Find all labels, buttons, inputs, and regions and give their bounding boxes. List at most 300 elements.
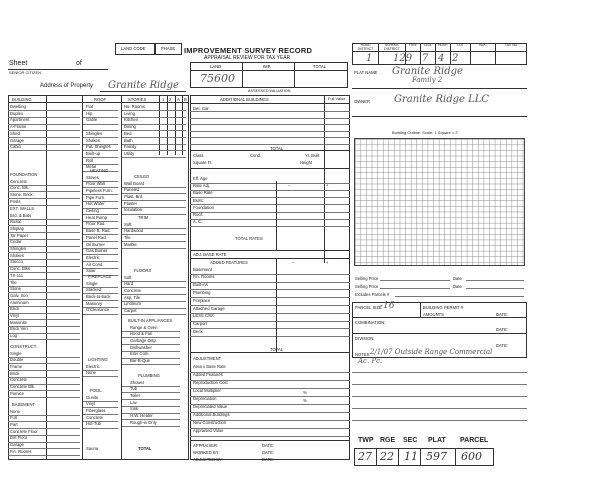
roof-head: ROOF — [94, 97, 107, 102]
building-item-3: A-Frame — [10, 124, 27, 130]
notes-label: NOTES: — [355, 352, 371, 357]
construct-item-1: Double — [10, 357, 24, 363]
depreciation-percent: % — [303, 398, 307, 403]
rate-row-rule-2 — [190, 197, 350, 198]
plat-name-value-1: Granite Ridge — [392, 66, 463, 77]
plumbing-item-6: Rough-in Only — [130, 419, 157, 425]
roof-item-8: Roll — [86, 157, 94, 163]
built-in-item-2: Garbage Disp. — [130, 337, 157, 343]
adjustment-row-rule-8 — [190, 436, 350, 437]
floors-item-1: Hard — [124, 281, 134, 287]
district-divider-3 — [420, 43, 421, 65]
ext-walls-item-14: Brick — [10, 306, 20, 312]
notes-line-5 — [352, 420, 527, 421]
heating-head: HEATING — [90, 168, 109, 173]
location-col-4 — [455, 448, 456, 466]
basement-item-3: Concrete Floor — [10, 428, 38, 434]
address-line — [100, 91, 186, 92]
additional-row-rule-3 — [190, 131, 350, 132]
owner-label: OWNER — [354, 99, 371, 104]
additional-row-rule-2 — [190, 124, 350, 125]
floors-item-rule-5 — [122, 314, 186, 315]
form-title: IMPROVEMENT SURVEY RECORD — [184, 46, 313, 55]
built-in-item-3: Dishwasher — [130, 344, 152, 350]
division-label: DIVISION: — [355, 336, 375, 341]
trim-item-rule-1 — [122, 234, 186, 235]
fireplace-head: FIREPLACE — [88, 274, 112, 279]
building-item-6: Cabin — [10, 144, 21, 150]
rate-divider — [276, 181, 277, 251]
basement-head: BASEMENT — [12, 402, 36, 407]
built-in-item-1: Hood & Fan — [130, 331, 153, 337]
building-item-1: Duplex — [10, 110, 24, 116]
selling-price-2-line — [380, 288, 450, 289]
ext-walls-item-7: Stucco — [10, 259, 23, 265]
roof-item-4: Shingles — [86, 130, 103, 136]
fireplace-item-0: Single — [86, 280, 98, 286]
worked-by-label: WORKED BY: — [193, 450, 220, 455]
lighting-item-rule-1 — [83, 376, 118, 377]
fireplace-item-1: Stacked — [86, 287, 102, 293]
notes-value-2: Ac. Pc. — [358, 357, 383, 365]
selling-date-2-line — [466, 288, 524, 289]
district-divider-5 — [450, 43, 451, 65]
pool-item-1: Vinyl — [86, 401, 96, 407]
feature-row-4: Fireplace — [193, 297, 211, 303]
stories-col-4 — [182, 95, 183, 155]
sauna-label: Sauna — [86, 446, 99, 451]
heating-item-3: Pipe Furn. — [86, 194, 106, 200]
foundation-head: FOUNDATION — [10, 172, 38, 177]
land-code-label: LAND CODE — [121, 46, 146, 51]
plumbing-item-3: Lav. — [130, 399, 138, 405]
imp-label: IMP. — [263, 64, 272, 69]
lighting-item-0: Electric — [86, 363, 100, 369]
amounts-label: AMOUNTS — [423, 312, 444, 317]
roof-item-6: Pat. Shingles — [86, 144, 111, 150]
ext-walls-item-rule-17 — [8, 333, 80, 334]
feature-row-0: Basement — [193, 266, 212, 272]
ext-walls-item-12: Galv. Iron — [10, 292, 28, 298]
adjustment-row-5: Depreciated Value — [193, 404, 228, 409]
address-label: Address of Property — [40, 83, 94, 89]
roof-item-5: Shakes — [86, 137, 100, 143]
heating-item-6: Heat Pump — [86, 214, 107, 220]
heating-item-4: Hot Water — [86, 201, 105, 207]
ext-walls-item-8: Conc. Blks. — [10, 266, 32, 272]
foundation-item-2: Stone, Brick — [10, 191, 33, 197]
plumbing-item-rule-6 — [122, 426, 180, 427]
stories-item-0: No. Rooms — [124, 104, 145, 109]
includes-parcels-label: Includes Parcels # — [355, 292, 390, 297]
built-in-item-0: Range & Oven — [130, 324, 158, 330]
district-col-4: HOSP. — [437, 43, 449, 47]
building-item-4: Shed — [10, 130, 20, 136]
district-col-0: ROAD DISTRICT — [357, 43, 374, 51]
roof-item-rule-2 — [83, 124, 118, 125]
feature-row-1: Fin. Rooms — [193, 274, 215, 280]
land-label: LAND — [210, 64, 222, 69]
heating-item-5: Ceiling — [86, 208, 99, 213]
rate-row-rule-5 — [190, 219, 350, 220]
valuation-divider — [190, 70, 348, 71]
construct-item-3: Brick — [10, 370, 20, 376]
plus-label: + — [326, 183, 329, 188]
parcel-divider — [420, 302, 421, 317]
heating-item-7: Floor Rad. — [86, 221, 106, 227]
stories-item-7: Utility — [124, 150, 135, 156]
twp-value: 27 — [358, 450, 372, 463]
plumbing-head: PLUMBING — [138, 373, 160, 378]
land-value: 75600 — [200, 72, 235, 85]
stories-col-a-label: A — [177, 97, 180, 102]
mid-total-label: TOTAL — [270, 347, 284, 352]
ext-walls-item-10: Tile — [10, 279, 17, 285]
roof-item-9: Metal — [86, 164, 97, 170]
building-head: BUILDING — [12, 97, 32, 102]
construct-item-0: Single — [10, 350, 22, 356]
district-divider-6 — [470, 43, 471, 65]
ext-walls-item-17: Brick Ven. — [10, 326, 29, 332]
minus-label: − — [288, 183, 291, 188]
ext-walls-item-9: TX-111 — [10, 272, 24, 278]
mid-total-rule — [190, 352, 350, 353]
basement-item-rule-6 — [8, 455, 80, 456]
parcel-size-label: PARCEL SIZE — [355, 305, 382, 310]
stories-col-1-label: 1 — [162, 97, 165, 102]
selling-price-1-line — [380, 280, 450, 281]
district-divider-7 — [495, 43, 496, 65]
trim-item-rule-3 — [122, 248, 186, 249]
additional-total-label: TOTAL — [270, 146, 284, 151]
basement-item-6: Fin. Rooms — [10, 448, 32, 454]
heating-item-9: Panel Rad. — [86, 234, 107, 240]
includes-parcels-line — [395, 296, 524, 297]
trim-item-1: Hardwood — [124, 228, 144, 234]
roof-item-0: Flat — [86, 104, 93, 109]
selling-date-1-label: Date — [453, 276, 462, 281]
stories-item-3: Dining — [124, 124, 136, 130]
feature-row-rule-8 — [190, 336, 350, 337]
appraiser-date-label: DATE: — [262, 443, 275, 448]
feature-divider — [276, 258, 277, 352]
basement-item-5: Garage — [10, 442, 24, 447]
district-divider-4 — [435, 43, 436, 65]
rate-row-rule-6 — [190, 226, 350, 227]
location-col-2 — [398, 448, 399, 466]
added-features-rule — [190, 258, 350, 259]
trim-item-2: Tile — [124, 234, 131, 240]
construct-head: CONSTRUCT. — [10, 344, 37, 349]
stories-item-5: Bath — [124, 137, 133, 143]
additional-head: ADDITIONAL BUILDINGS — [220, 97, 269, 102]
feature-row-rule-1 — [190, 282, 350, 283]
building-item-rule-6 — [8, 150, 80, 151]
stories-col-2-label: 2 — [169, 97, 172, 102]
rate-row-rule-4 — [190, 212, 350, 213]
heating-item-14: Solar — [86, 268, 96, 274]
ext-walls-item-3: Tar Paper — [10, 232, 29, 238]
basement-item-4: Dirt Floor — [10, 435, 28, 441]
plat-name-value-2: Family 2 — [412, 76, 443, 84]
adjustment-row-1: Added Features — [193, 372, 223, 377]
yr-built-label: Yr. Built — [305, 153, 320, 158]
features-minus-label: − — [292, 260, 295, 265]
cem-value: 4 — [438, 53, 445, 64]
construct-item-5: Concrete Blk. — [10, 384, 36, 389]
ext-walls-head: EXT. WALLS — [10, 206, 35, 211]
plat-value: 597 — [426, 450, 447, 463]
adjustment-row-3: Local Multiplier — [193, 388, 221, 393]
plumbing-item-2: Toilet — [130, 392, 140, 398]
fireplace-item-3: Masonry — [86, 300, 103, 306]
feature-row-7: Carport — [193, 321, 207, 327]
fireplace-item-4: O'Clearance — [86, 307, 110, 313]
adjustment-row-2: Reproduction Cost — [193, 380, 228, 385]
lighting-item-1: None — [86, 370, 97, 376]
parcel-label: PARCEL — [460, 437, 489, 444]
stories-item-1: Living — [124, 110, 135, 116]
plat-label: PLAT — [428, 437, 446, 444]
address-value: Granite Ridge — [108, 80, 179, 91]
rge-label: RGE — [380, 437, 396, 444]
ext-walls-item-15: Vinyl — [10, 313, 20, 318]
built-in-head: BUILT-IN APPLIANCES — [128, 318, 173, 323]
valuation-col-2 — [294, 62, 295, 88]
rate-row-rule-3 — [190, 204, 350, 205]
district-col-1: SCHOOL DISTRICT — [384, 43, 400, 51]
building-item-5: Garage — [10, 137, 24, 143]
adjustment-row-4: Depreciation — [193, 396, 217, 401]
built-in-item-5: Bar-B-Que — [130, 358, 151, 363]
notes-line-2 — [352, 384, 527, 385]
basement-item-2: Part — [10, 421, 18, 427]
feature-row-rule-2 — [190, 289, 350, 290]
plumbing-item-4: Sink — [130, 406, 139, 412]
trim-item-0: Soft — [124, 221, 132, 227]
adjustment-row-6: Additional Buildings — [193, 412, 230, 417]
stories-item-rule-3 — [122, 130, 186, 131]
notes-line-1 — [352, 372, 527, 373]
stories-col-3 — [175, 95, 176, 155]
stories-item-2: Kitchen — [124, 117, 138, 123]
building-permit-label: BUILDING PERMIT # — [423, 305, 464, 310]
basement-item-rule-1 — [8, 421, 80, 422]
heating-item-11: Gas Burner — [86, 248, 108, 254]
rate-row-rule-1 — [190, 190, 350, 191]
built-in-item-rule-5 — [122, 364, 180, 365]
construct-item-6: Pumice — [10, 390, 24, 396]
heating-item-13: Air Cond. — [86, 261, 104, 267]
selling-date-1-line — [466, 280, 524, 281]
ceiled-item-3: Plaster — [124, 200, 138, 206]
appraiser-rule — [190, 440, 350, 441]
floors-head: FLOORS — [134, 268, 152, 273]
notes-value: 2/1/07 Outside Range Commercial — [370, 348, 493, 356]
heating-item-2: Pipeless Furn. — [86, 187, 113, 193]
plumbing-item-5: H.W. Heater — [130, 413, 153, 418]
construct-item-4: Concrete — [10, 377, 27, 383]
ext-walls-item-11: Stone — [10, 286, 21, 292]
ext-walls-item-6: Shakes — [10, 252, 24, 258]
rate-row-4: Foundation — [193, 204, 214, 210]
construct-item-2: Frame — [10, 363, 23, 369]
foundation-item-1: Conc. Blk. — [10, 185, 30, 191]
stories-col-1 — [159, 95, 160, 155]
assessed-valuation-label: ASSESSED VALUATION — [248, 89, 291, 93]
rate-row-5: Roof: — [193, 212, 204, 217]
additional-row-rule-1 — [190, 118, 350, 119]
appraiser-label: APPRAISER: — [193, 443, 219, 448]
sheet-of-label: of — [76, 60, 82, 67]
trim-item-3: Marble — [124, 241, 137, 247]
division-rule — [352, 333, 527, 334]
building-item-2: Apartment — [10, 117, 30, 123]
floors-item-4: Linoleum — [124, 301, 141, 307]
division-date-label: DATE: — [496, 343, 509, 348]
full-value-label: Full Value — [328, 96, 346, 101]
ext-walls-item-rule-18 — [8, 339, 80, 340]
stories-item-rule-7 — [122, 157, 186, 158]
selling-date-2-label: Date — [453, 284, 462, 289]
district-col-3: CEM. — [423, 43, 433, 47]
ext-walls-item-16: Masonite — [10, 319, 27, 325]
building-outline-label: Building Outline: Scale: 1 Square = 2' — [392, 130, 459, 135]
selling-price-2-label: Selling Price — [355, 284, 379, 289]
additional-head-rule — [190, 103, 350, 104]
pool-head: POOL — [90, 388, 102, 393]
plat-name-label: PLAT NAME — [354, 70, 378, 75]
feature-row-3: Plumbing — [193, 289, 211, 295]
floors-item-0: Soft — [124, 274, 132, 280]
district-col-6: BLK. — [479, 43, 487, 47]
building-outline-grid — [354, 138, 525, 266]
heating-item-10: Oil Burner — [86, 241, 105, 247]
district-col-5: LOT — [457, 43, 464, 47]
ceiled-item-2: Plast. Brd. — [124, 193, 144, 199]
floors-item-3: Asp. Tile — [124, 294, 141, 300]
basement-item-rule-0 — [8, 415, 80, 416]
stories-item-4: Bed — [124, 130, 132, 136]
owner-rule — [352, 116, 527, 117]
roof-item-2: Gable — [86, 117, 98, 123]
phase-label: PHASE — [161, 46, 176, 51]
stories-head: STORIES — [128, 97, 147, 102]
heating-item-8: Base B. Rad. — [86, 228, 111, 234]
stories-item-6: Family — [124, 144, 137, 150]
height-label: Height — [300, 160, 313, 165]
rate-row-1: Rate Adj. — [193, 183, 210, 189]
ceiled-item-4: Insulation — [124, 207, 142, 213]
basement-item-0: None — [10, 408, 21, 414]
valuation-col-1 — [242, 62, 243, 88]
built-in-item-4: Inter Com. — [130, 351, 150, 357]
feature-row-6: LESS C/W: — [193, 313, 215, 319]
plumbing-item-1: Tub — [130, 386, 138, 392]
senior-citizen-label: SENIOR CITIZEN — [9, 70, 42, 75]
stories-col-2 — [167, 95, 168, 155]
ext-walls-item-4: Cedar — [10, 239, 22, 245]
fireplace-item-2: Back-to-back — [86, 293, 111, 299]
pool-item-4: Hot-Tub — [86, 421, 101, 427]
foundation-item-3: Posts — [10, 198, 21, 204]
district-divider-1 — [378, 43, 379, 65]
building-item-0: Dwelling — [10, 104, 26, 109]
worked-by-date-label: DATE: — [262, 450, 275, 455]
sec-value: 11 — [404, 450, 418, 463]
construct-item-rule-6 — [8, 397, 80, 398]
feature-row-5: Attached Garage — [193, 305, 225, 311]
heating-item-12: Electric — [86, 254, 100, 260]
total-label: TOTAL — [313, 64, 327, 69]
combination-date-label: DATE: — [496, 327, 509, 332]
ceiled-head: CEILED — [134, 174, 150, 179]
stories-col-b-label: B — [184, 97, 187, 102]
adjustment-row-8: Appraised Value — [193, 428, 224, 433]
fireplace-item-rule-4 — [83, 314, 118, 315]
heating-item-1: Floor Wall — [86, 181, 105, 187]
combination-rule — [352, 317, 527, 318]
feature-row-rule-3 — [190, 297, 350, 298]
twp-label: TWP — [358, 437, 374, 444]
owner-value: Granite Ridge LLC — [394, 94, 490, 105]
rate-row-0: Eff. Age — [193, 176, 208, 181]
plat-rule — [352, 88, 527, 89]
ceiled-item-rule-4 — [122, 214, 186, 215]
det-gar-label: Det. Gar. — [193, 106, 210, 111]
roof-item-7: Built-up — [86, 150, 101, 156]
district-col-2: FIRE — [409, 43, 417, 47]
total-rates-label: TOTAL RATES — [235, 236, 263, 241]
floors-item-2: Concrete — [124, 287, 141, 293]
adjustment-label: ADJUSTMENT — [193, 356, 222, 361]
additional-row-rule-5 — [190, 144, 350, 145]
pool-item-3: Concrete — [86, 414, 103, 420]
sheet-label: Sheet — [9, 60, 28, 67]
added-features-label: ADDED FEATURES — [210, 260, 248, 265]
notes-line-3 — [352, 396, 527, 397]
rate-section-rule — [190, 168, 350, 169]
hosp-value: 2 — [452, 53, 459, 64]
rate-row-6: A. C.: — [193, 219, 204, 225]
plumbing-item-0: Shower — [130, 379, 145, 385]
additional-row-rule-4 — [190, 137, 350, 138]
ext-walls-item-0: Brd. & Bats — [10, 212, 32, 218]
cond-label: Cond. — [250, 153, 262, 158]
left-head-rule — [8, 102, 189, 103]
adjustment-row-7: New Construction — [193, 420, 227, 425]
foundation-item-0: Concrete — [10, 178, 27, 184]
notes-line-4 — [352, 408, 527, 409]
local-multiplier-percent: % — [303, 390, 307, 395]
adjustment-row-0: Area x Base Rate — [193, 364, 226, 369]
amounts-date-label: DATE: — [496, 312, 509, 317]
additional-row-rule-0 — [190, 111, 350, 112]
ext-walls-item-13: Aluminum — [10, 299, 29, 305]
ext-walls-item-1: Rustic — [10, 219, 22, 225]
basement-item-1: Full — [10, 415, 17, 421]
ext-walls-item-2: Shiplap — [10, 225, 24, 231]
lighting-head: LIGHTING — [88, 357, 108, 362]
location-col-3 — [420, 448, 421, 466]
pool-item-2: Fiberglass — [86, 407, 106, 413]
school-district-value: 129 — [393, 53, 413, 64]
floors-item-5: Carpet — [124, 308, 137, 313]
parcel-size-value: -16 — [380, 301, 395, 311]
district-col-7: TAX NO. — [504, 43, 519, 47]
sec-label: SEC — [403, 437, 418, 444]
combination-label: COMBINATION: — [355, 320, 386, 325]
